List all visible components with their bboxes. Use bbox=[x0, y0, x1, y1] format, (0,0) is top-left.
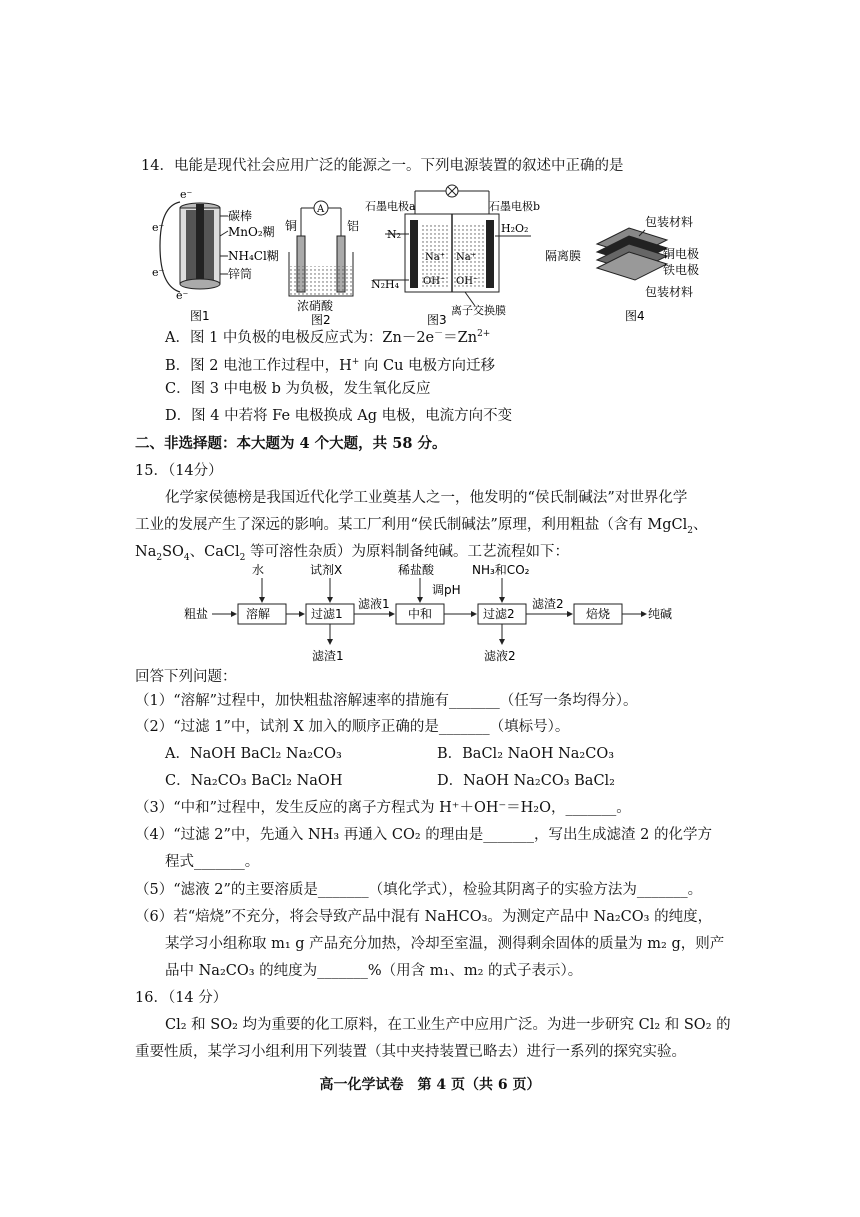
figure-1-dry-cell bbox=[150, 186, 290, 326]
flow-dissolve: 溶解 bbox=[246, 607, 271, 621]
q16-para-2: 重要性质，某学习小组利用下列装置（其中夹持装置已略去）进行一系列的探究实验。 bbox=[135, 1044, 686, 1060]
q15-option-b: B．BaCl₂ NaOH Na₂CO₃ bbox=[437, 746, 615, 762]
fig1-label-zinc: 锌筒 bbox=[228, 267, 253, 281]
flow-filtrate-2: 滤液2 bbox=[484, 649, 516, 663]
fig3-na-left: Na⁺ bbox=[425, 252, 445, 263]
fig1-e-bottom: e⁻ bbox=[176, 289, 189, 302]
fig2-solution: 浓硝酸 bbox=[297, 299, 334, 313]
fig1-caption: 图1 bbox=[190, 309, 210, 323]
q15-para-3: $Na_2SO_4$、CaCl$_2$ 等可溶性杂质）为原料制备纯碱。工艺流程如下： bbox=[135, 544, 569, 563]
flow-filter-1: 过滤1 bbox=[311, 607, 343, 621]
q15-para-2: 工业的发展产生了深远的影响。某工厂利用“侯氏制碱法”原理，利用粗盐（含有 MgCl$_2$、 bbox=[135, 517, 708, 536]
q15-sub-6b: 某学习小组称取 m₁ g 产品充分加热，冷却至室温，测得剩余固体的质量为 m₂ g，则产 bbox=[165, 936, 725, 952]
flow-product: 纯碱 bbox=[648, 607, 673, 621]
q14-stem: 14．电能是现代社会应用广泛的能源之一。下列电源装置的叙述中正确的是 bbox=[141, 158, 624, 174]
flow-nh3-co2: NH₃和CO₂ bbox=[472, 563, 530, 577]
page-footer: 高一化学试卷 第 4 页（共 6 页） bbox=[319, 1077, 541, 1093]
q15-option-c: C．Na₂CO₃ BaCl₂ NaOH bbox=[165, 773, 343, 789]
q15-sub-3: （3）“中和”过程中，发生反应的离子方程式为 H⁺＋OH⁻＝H₂O，_______。 bbox=[135, 800, 631, 816]
fig1-label-carbon: 碳棒 bbox=[228, 209, 253, 223]
q14-option-b: B．图 2 电池工作过程中，H+ 向 Cu 电极方向迁移 bbox=[165, 357, 496, 374]
fig4-iron: 铁电极 bbox=[663, 263, 700, 277]
q14-option-c: C．图 3 中电极 b 为负极，发生氧化反应 bbox=[165, 381, 431, 397]
fig3-caption: 图3 bbox=[427, 313, 447, 326]
fig4-pack-bottom: 包装材料 bbox=[645, 285, 694, 299]
q15-sub-2: （2）“过滤 1”中，试剂 X 加入的顺序正确的是_______（填标号）。 bbox=[135, 719, 570, 735]
fig3-n2: N₂ bbox=[387, 228, 402, 241]
fig4-pack-top: 包装材料 bbox=[645, 215, 694, 229]
flow-neutralize: 中和 bbox=[408, 607, 433, 621]
fig2-aluminum: 铝 bbox=[347, 219, 360, 233]
q16-para-1: Cl₂ 和 SO₂ 均为重要的化工原料，在工业生产中应用广泛。为进一步研究 Cl₂ 和 SO₂ 的 bbox=[165, 1017, 731, 1033]
figure-4-layered-cell bbox=[545, 210, 715, 326]
flow-residue-1: 滤渣1 bbox=[312, 649, 344, 663]
q15-sub-5: （5）“滤液 2”的主要溶质是_______（填化学式），检验其阴离子的实验方法为_______。 bbox=[135, 882, 703, 898]
fig2-caption: 图2 bbox=[311, 313, 331, 326]
q15-sub-6c: 品中 Na₂CO₃ 的纯度为_______%（用含 m₁、m₂ 的式子表示）。 bbox=[165, 963, 583, 979]
fig4-copper: 铜电极 bbox=[663, 247, 700, 261]
q16-head: 16．（14 分） bbox=[135, 990, 228, 1006]
process-flowchart bbox=[180, 562, 700, 666]
flow-calcine: 焙烧 bbox=[586, 607, 611, 621]
fig2-copper: 铜 bbox=[285, 219, 298, 233]
flow-crude-salt: 粗盐 bbox=[184, 607, 209, 621]
flow-filtrate-1: 滤液1 bbox=[358, 597, 390, 611]
fig3-membrane: 离子交换膜 bbox=[451, 304, 506, 317]
q15-sub-4a: （4）“过滤 2”中，先通入 NH₃ 再通入 CO₂ 的理由是_______，写出生成滤渣 2 的化学方 bbox=[135, 827, 712, 843]
fig3-oh-left: OH⁻ bbox=[423, 276, 446, 287]
q15-option-d: D．NaOH Na₂CO₃ BaCl₂ bbox=[437, 773, 615, 789]
q14-option-a: A．图 1 中负极的电极反应式为：$Zn-2e^-=Zn^{2+}$ bbox=[165, 329, 491, 346]
fig1-e-top: e⁻ bbox=[180, 188, 193, 201]
q15-head: 15．（14分） bbox=[135, 463, 223, 479]
flow-water: 水 bbox=[252, 563, 265, 577]
q15-option-a: A．NaOH BaCl₂ Na₂CO₃ bbox=[165, 746, 342, 762]
q15-sub-6a: （6）若“焙烧”不充分，将会导致产品中混有 NaHCO₃。为测定产品中 Na₂CO₃ 的纯度， bbox=[135, 909, 713, 925]
q15-para-1: 化学家侯德榜是我国近代化学工业奠基人之一，他发明的“侯氏制碱法”对世界化学 bbox=[165, 490, 688, 506]
figure-2-cu-al-cell bbox=[285, 196, 365, 326]
flow-filter-2: 过滤2 bbox=[483, 607, 515, 621]
fig4-separator: 隔离膜 bbox=[545, 249, 582, 263]
fig2-meter: A bbox=[317, 204, 325, 215]
section-2-heading: 二、非选择题：本大题为 4 个大题，共 58 分。 bbox=[135, 435, 447, 452]
fig1-label-mno2: MnO₂糊 bbox=[228, 225, 275, 239]
flow-adjust-ph: 调pH bbox=[432, 583, 461, 597]
flow-dilute-hcl: 稀盐酸 bbox=[398, 563, 435, 577]
fig4-caption: 图4 bbox=[625, 309, 645, 323]
fig3-electrode-b-label: 石墨电极b bbox=[489, 200, 541, 213]
fig1-e-left2: e⁻ bbox=[152, 266, 165, 279]
q15-sub-4b: 程式_______。 bbox=[165, 854, 260, 870]
flow-residue-2: 滤渣2 bbox=[532, 597, 564, 611]
q15-answer-intro: 回答下列问题： bbox=[135, 669, 237, 685]
fig3-na-right: Na⁺ bbox=[456, 252, 476, 263]
fig3-electrode-a-label: 石墨电极a bbox=[365, 200, 416, 213]
q14-option-d: D．图 4 中若将 Fe 电极换成 Ag 电极，电流方向不变 bbox=[165, 408, 513, 424]
fig3-n2h4: N₂H₄ bbox=[371, 278, 400, 291]
q15-sub-1: （1）“溶解”过程中，加快粗盐溶解速率的措施有_______（任写一条均得分）。 bbox=[135, 693, 638, 709]
flow-reagent-x: 试剂X bbox=[310, 563, 343, 577]
fig3-oh-right: OH⁻ bbox=[456, 276, 479, 287]
fig1-e-left: e⁻ bbox=[152, 221, 165, 234]
fig3-h2o2: H₂O₂ bbox=[501, 222, 529, 235]
fig1-label-nh4cl: NH₄Cl糊 bbox=[228, 249, 279, 263]
figure-3-fuel-cell bbox=[365, 184, 545, 326]
